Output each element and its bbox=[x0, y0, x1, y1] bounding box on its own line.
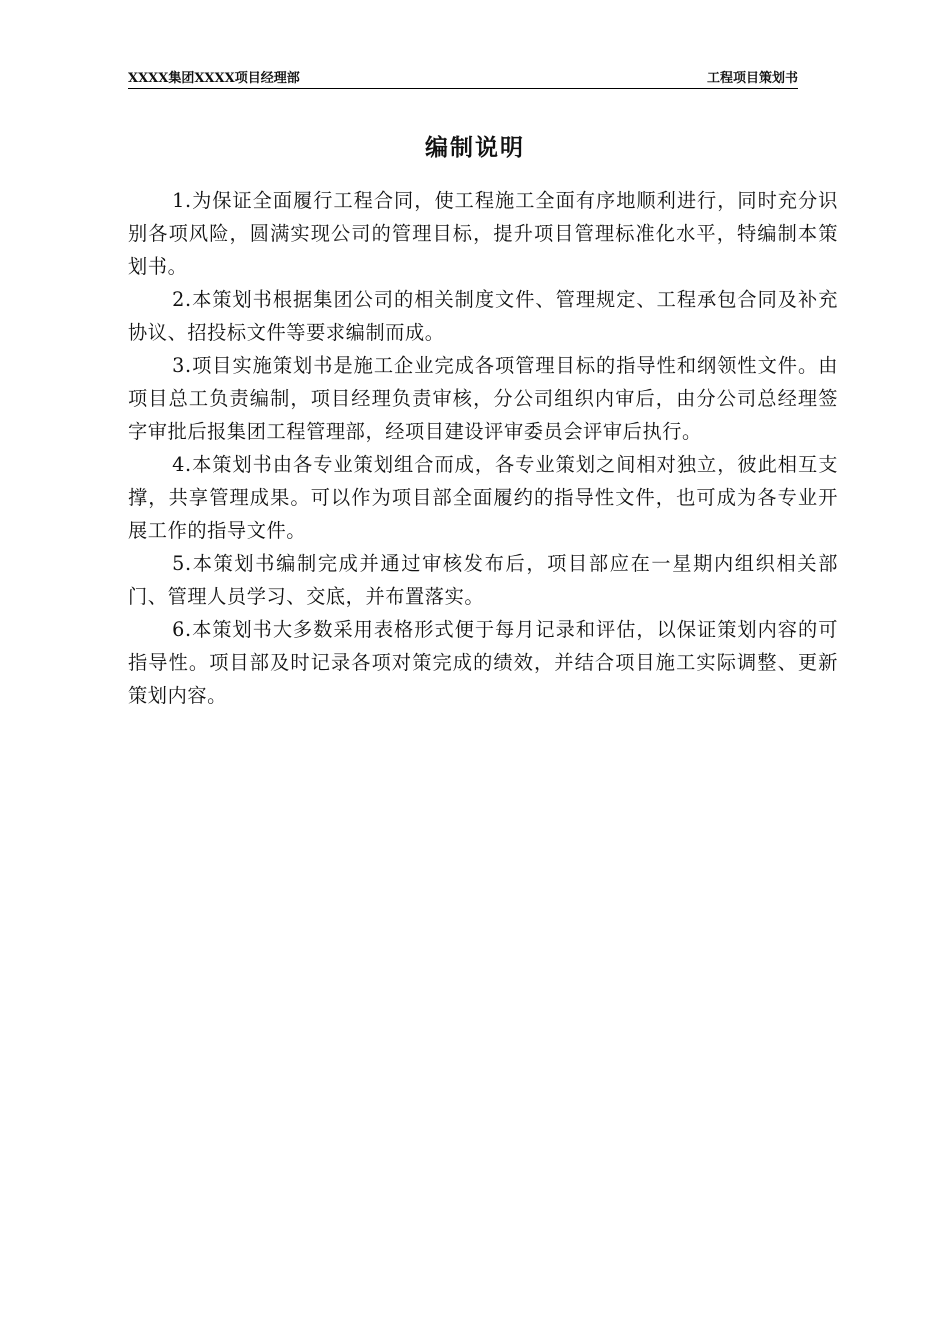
paragraph-2: 2.本策划书根据集团公司的相关制度文件、管理规定、工程承包合同及补充协议、招投标文件等要求编制而成。 bbox=[128, 288, 838, 344]
page-title: 编制说明 bbox=[425, 134, 525, 161]
page-header bbox=[128, 70, 798, 89]
header-organization: XXXX集团XXXX项目经理部 bbox=[128, 71, 300, 86]
paragraph-6: 6.本策划书大多数采用表格形式便于每月记录和评估，以保证策划内容的可指导性。项目部及时记录各项对策完成的绩效，并结合项目施工实际调整、更新策划内容。 bbox=[128, 618, 838, 707]
document-body bbox=[128, 184, 838, 712]
paragraph-4: 4.本策划书由各专业策划组合而成，各专业策划之间相对独立，彼此相互支撑，共享管理成果。可以作为项目部全面履约的指导性文件，也可成为各专业开展工作的指导文件。 bbox=[128, 453, 838, 542]
header-document-name: 工程项目策划书 bbox=[706, 71, 798, 86]
paragraph-3: 3.项目实施策划书是施工企业完成各项管理目标的指导性和纲领性文件。由项目总工负责编制，项目经理负责审核，分公司组织内审后，由分公司总经理签字审批后报集团工程管理部，经项目建设评审委员会评审后执行。 bbox=[128, 354, 838, 443]
paragraph-1: 1.为保证全面履行工程合同，使工程施工全面有序地顺利进行，同时充分识别各项风险，圆满实现公司的管理目标，提升项目管理标准化水平，特编制本策划书。 bbox=[128, 189, 838, 278]
paragraph-5: 5.本策划书编制完成并通过审核发布后，项目部应在一星期内组织相关部门、管理人员学习、交底，并布置落实。 bbox=[128, 552, 838, 608]
